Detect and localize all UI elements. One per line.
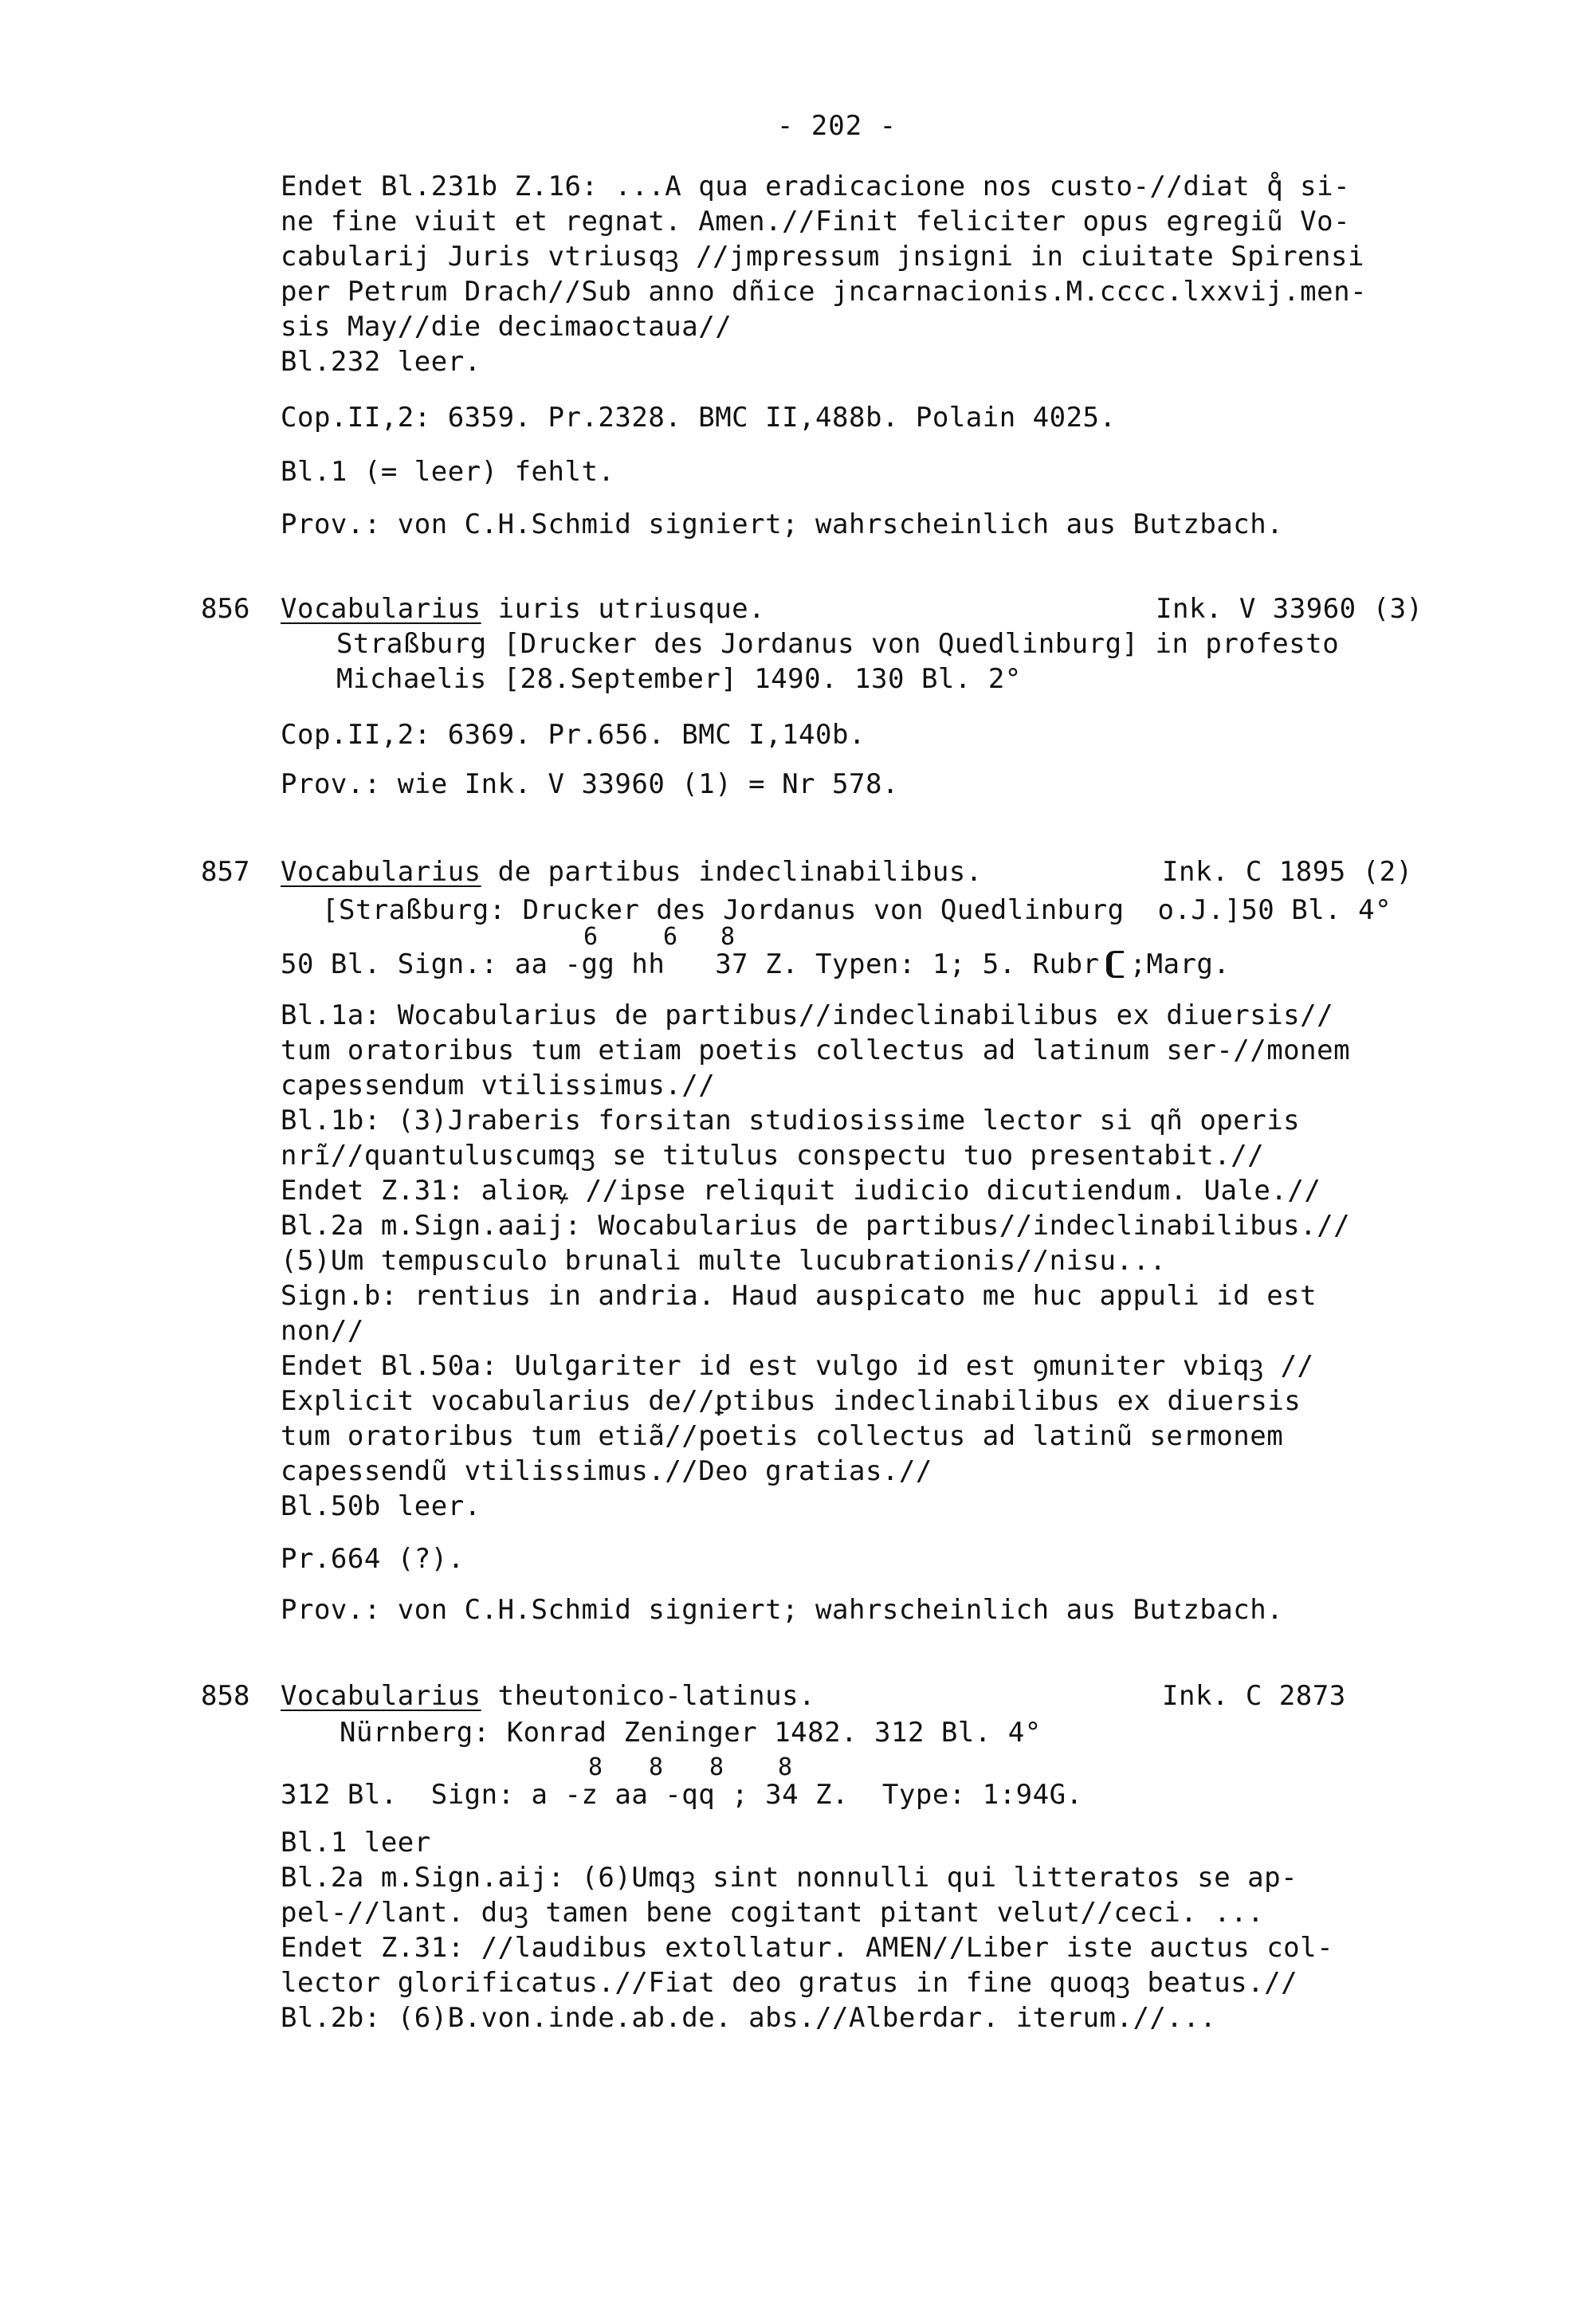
text-line: Bl.232 leer. <box>281 346 481 378</box>
signature-line: 312 Bl. Sign: a -z aa -qq ; 34 Z. Type: 1:94G. <box>281 1779 1083 1811</box>
references: Cop.II,2: 6369. Pr.656. BMC I,140b. <box>281 719 866 751</box>
imprint-line: Michaelis [28.September] 1490. 130 Bl. 2° <box>336 663 1022 695</box>
text-line: tum oratoribus tum etiam poetis collectus ad latinum ser-//monem <box>281 1034 1351 1066</box>
text-line: Bl.1b: (3)Jraberis forsitan studiosissime lector si qñ operis <box>281 1105 1301 1136</box>
rubrication-bracket-icon <box>1106 951 1124 978</box>
references: Pr.664 (?). <box>281 1543 465 1575</box>
signature-superscript: 8 <box>588 1753 603 1781</box>
text-line: sis May//die decimaoctaua// <box>281 311 732 343</box>
signature-text: 50 Bl. Sign.: aa -gg hh 37 Z. Typen: 1; 5. Rubr <box>281 948 1100 980</box>
text-line: Endet Bl.231b Z.16: ...A qua eradicacione nos custo-//diat q̊ si- <box>281 171 1351 202</box>
entry-title: Vocabularius <box>281 1680 481 1712</box>
entry-title-rest: iuris utriusque. <box>481 593 766 625</box>
text-line: tum oratoribus tum etiã//poetis collectus ad latinũ sermonem <box>281 1420 1284 1452</box>
imprint-line: [Straßburg: Drucker des Jordanus von Quedlinburg o.J.]50 Bl. 4° <box>322 894 1392 926</box>
text-line: ne fine viuit et regnat. Amen.//Finit feliciter opus egregiũ Vo- <box>281 206 1351 238</box>
provenance: Prov.: von C.H.Schmid signiert; wahrscheinlich aus Butzbach. <box>281 1594 1284 1626</box>
text-line: lector glorificatus.//Fiat deo gratus in fine quoqꝫ beatus.// <box>281 1967 1298 1999</box>
missing-note: Bl.1 (= leer) fehlt. <box>281 456 615 488</box>
imprint-line: Straßburg [Drucker des Jordanus von Quedlinburg] in profesto <box>336 628 1340 660</box>
signature-superscript: 8 <box>709 1753 724 1781</box>
signature-superscript: 8 <box>778 1753 793 1781</box>
text-line: Endet Bl.50a: Uulgariter id est vulgo id est ꝯmuniter vbiqꝫ // <box>281 1350 1314 1382</box>
inventory-number: Ink. V 33960 (3) <box>1156 593 1423 625</box>
signature-line <box>281 947 1230 982</box>
text-line: Explicit vocabularius de//ꝑtibus indeclinabilibus ex diuersis <box>281 1385 1302 1417</box>
text-line: nrĩ//quantuluscumqꝫ se titulus conspectu tuo presentabit.// <box>281 1140 1265 1172</box>
entry-number: 856 <box>201 593 250 625</box>
imprint-line: Nürnberg: Konrad Zeninger 1482. 312 Bl. 4° <box>340 1717 1042 1749</box>
text-line: Bl.2a m.Sign.aaij: Wocabularius de partibus//indeclinabilibus.// <box>281 1210 1351 1242</box>
text-line: Bl.50b leer. <box>281 1490 481 1522</box>
text-line: non// <box>281 1315 364 1347</box>
text-line: pel-//lant. duꝫ tamen bene cogitant pitant velut//ceci. ... <box>281 1897 1265 1929</box>
signature-superscript: 8 <box>720 923 736 951</box>
provenance: Prov.: von C.H.Schmid signiert; wahrscheinlich aus Butzbach. <box>281 508 1284 540</box>
references: Cop.II,2: 6359. Pr.2328. BMC II,488b. Polain 4025. <box>281 402 1117 434</box>
text-line: Bl.1 leer <box>281 1827 431 1859</box>
text-line: Sign.b: rentius in andria. Haud auspicato me huc appuli id est <box>281 1280 1317 1312</box>
entry-number: 857 <box>201 856 250 888</box>
text-line: Bl.2a m.Sign.aij: (6)Umqꝫ sint nonnulli qui litteratos se ap- <box>281 1862 1298 1894</box>
inventory-number: Ink. C 2873 <box>1162 1680 1346 1712</box>
text-line: capessendum vtilissimus.// <box>281 1070 716 1101</box>
signature-superscript: 8 <box>649 1753 664 1781</box>
text-line: (5)Um tempusculo brunali multe lucubrationis//nisu... <box>281 1245 1167 1277</box>
text-line: cabularij Juris vtriusqꝫ //jmpressum jnsigni in ciuitate Spirensi <box>281 241 1364 273</box>
signature-superscript: 6 <box>663 923 678 951</box>
text-line: Bl.1a: Wocabularius de partibus//indeclinabilibus ex diuersis// <box>281 999 1334 1031</box>
entry-title-line <box>281 854 983 889</box>
text-line: Endet Z.31: //laudibus extollatur. AMEN//Liber iste auctus col- <box>281 1932 1334 1964</box>
provenance: Prov.: wie Ink. V 33960 (1) = Nr 578. <box>281 768 899 800</box>
entry-title-line <box>281 1678 815 1714</box>
entry-title: Vocabularius <box>281 856 481 888</box>
inventory-number: Ink. C 1895 (2) <box>1162 856 1413 888</box>
text-line: per Petrum Drach//Sub anno dñice jncarnacionis.M.cccc.lxxvij.men- <box>281 276 1368 308</box>
signature-end: ;Marg. <box>1129 948 1231 980</box>
entry-number: 858 <box>201 1680 250 1712</box>
entry-title-line <box>281 591 765 626</box>
entry-title: Vocabularius <box>281 593 481 625</box>
signature-superscript: 6 <box>583 923 599 951</box>
entry-title-rest: theutonico-latinus. <box>481 1680 816 1712</box>
text-line: Bl.2b: (6)B.von.inde.ab.de. abs.//Alberdar. iterum.//... <box>281 2002 1217 2034</box>
text-line: Endet Z.31: alioꝶ //ipse reliquit iudicio dicutiendum. Uale.// <box>281 1175 1321 1207</box>
page-number: - 202 - <box>776 110 897 142</box>
text-line: capessendũ vtilissimus.//Deo gratias.// <box>281 1455 932 1487</box>
entry-title-rest: de partibus indeclinabilibus. <box>481 856 983 888</box>
